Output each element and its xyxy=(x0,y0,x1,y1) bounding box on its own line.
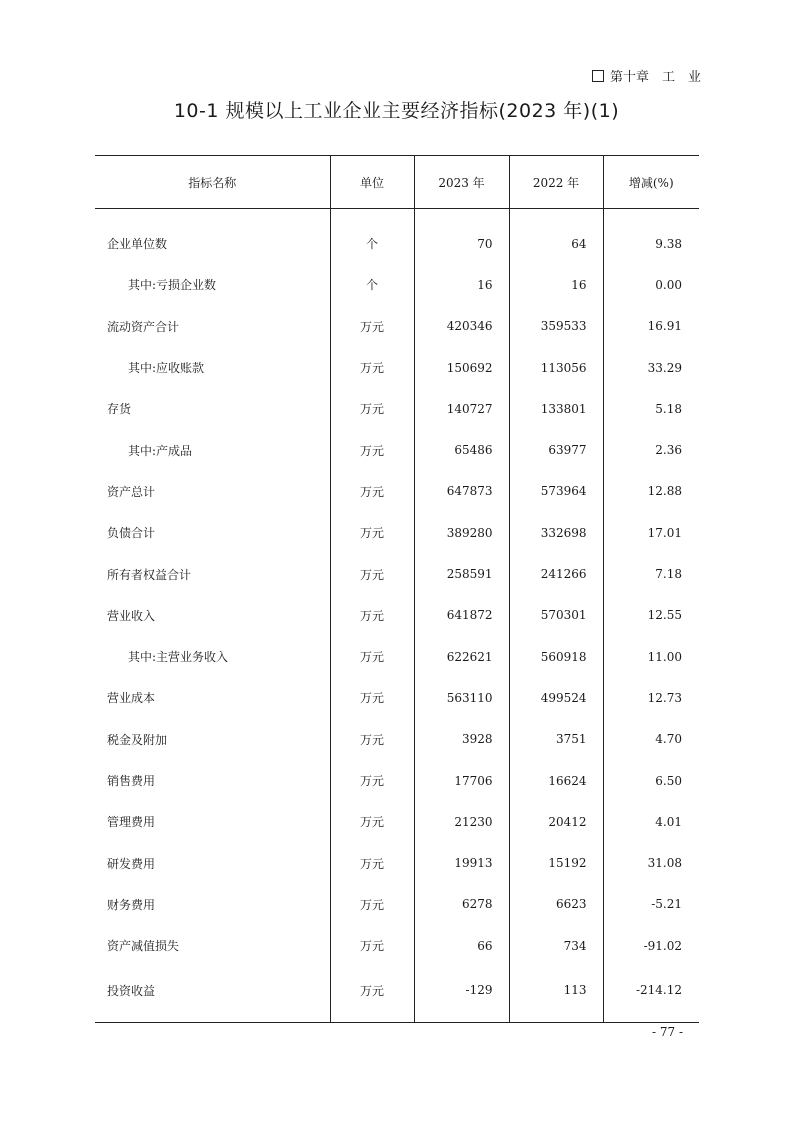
value-2023-cell: 19913 xyxy=(414,842,509,883)
value-2022-cell: 573964 xyxy=(509,471,603,512)
change-percent-cell: 12.88 xyxy=(603,471,699,512)
unit-cell: 万元 xyxy=(330,925,414,966)
unit-cell: 万元 xyxy=(330,429,414,470)
table-row xyxy=(95,347,699,388)
unit-cell: 万元 xyxy=(330,842,414,883)
value-2023-cell: 420346 xyxy=(414,306,509,347)
indicator-name-cell: 存货 xyxy=(107,402,132,417)
value-2023-cell: 6278 xyxy=(414,884,509,925)
indicator-name-cell: 所有者权益合计 xyxy=(107,567,192,582)
unit-cell: 万元 xyxy=(330,306,414,347)
value-2022-cell: 734 xyxy=(509,925,603,966)
change-percent-cell: 16.91 xyxy=(603,306,699,347)
unit-cell: 万元 xyxy=(330,595,414,636)
unit-cell: 个 xyxy=(330,209,414,265)
unit-cell: 万元 xyxy=(330,884,414,925)
indicator-table xyxy=(95,155,699,1023)
indicator-name-cell: 其中:应收账款 xyxy=(128,361,205,376)
value-2023-cell: -129 xyxy=(414,966,509,1023)
change-percent-cell: 12.55 xyxy=(603,595,699,636)
unit-cell: 万元 xyxy=(330,512,414,553)
change-percent-cell: -91.02 xyxy=(603,925,699,966)
value-2022-cell: 570301 xyxy=(509,595,603,636)
value-2023-cell: 258591 xyxy=(414,553,509,594)
indicator-name-cell: 负债合计 xyxy=(107,526,156,541)
unit-cell: 万元 xyxy=(330,388,414,429)
square-bullet-icon xyxy=(592,70,604,82)
value-2022-cell: 133801 xyxy=(509,388,603,429)
table-row xyxy=(95,429,699,470)
value-2022-cell: 560918 xyxy=(509,636,603,677)
indicator-name-cell: 流动资产合计 xyxy=(107,319,180,334)
value-2022-cell: 113056 xyxy=(509,347,603,388)
unit-cell: 万元 xyxy=(330,553,414,594)
table-row xyxy=(95,677,699,718)
change-percent-cell: 2.36 xyxy=(603,429,699,470)
table-row xyxy=(95,306,699,347)
value-2022-cell: 113 xyxy=(509,966,603,1023)
indicator-name-cell: 其中:主营业务收入 xyxy=(128,650,229,665)
indicator-name-cell: 投资收益 xyxy=(95,966,330,1023)
table-row xyxy=(95,209,699,265)
indicator-name-cell: 其中:亏损企业数 xyxy=(128,278,217,293)
change-percent-cell: 4.01 xyxy=(603,801,699,842)
unit-cell: 万元 xyxy=(330,471,414,512)
unit-cell: 万元 xyxy=(330,636,414,677)
value-2022-cell: 6623 xyxy=(509,884,603,925)
table-row xyxy=(95,842,699,883)
indicator-name-cell: 税金及附加 xyxy=(107,732,168,747)
value-2023-cell: 70 xyxy=(414,209,509,265)
change-percent-cell: 0.00 xyxy=(603,264,699,305)
value-2023-cell: 17706 xyxy=(414,760,509,801)
change-percent-cell: -214.12 xyxy=(603,966,699,1023)
change-percent-cell: 5.18 xyxy=(603,388,699,429)
page-number: - 77 - xyxy=(651,1025,683,1039)
value-2022-cell: 63977 xyxy=(509,429,603,470)
value-2022-cell: 499524 xyxy=(509,677,603,718)
change-percent-cell: 7.18 xyxy=(603,553,699,594)
chapter-label: 第十章 工 业 xyxy=(609,70,701,85)
indicator-name-cell: 营业收入 xyxy=(107,608,156,623)
column-header-unit: 单位 xyxy=(330,156,414,209)
value-2022-cell: 241266 xyxy=(509,553,603,594)
unit-cell: 万元 xyxy=(330,347,414,388)
value-2022-cell: 20412 xyxy=(509,801,603,842)
change-percent-cell: 17.01 xyxy=(603,512,699,553)
value-2023-cell: 389280 xyxy=(414,512,509,553)
value-2022-cell: 16624 xyxy=(509,760,603,801)
change-percent-cell: 9.38 xyxy=(603,209,699,265)
table-row xyxy=(95,471,699,512)
unit-cell: 万元 xyxy=(330,966,414,1023)
column-header-name: 指标名称 xyxy=(95,156,330,209)
table-row xyxy=(95,760,699,801)
change-percent-cell: -5.21 xyxy=(603,884,699,925)
value-2023-cell: 21230 xyxy=(414,801,509,842)
value-2023-cell: 140727 xyxy=(414,388,509,429)
unit-cell: 万元 xyxy=(330,801,414,842)
value-2022-cell: 16 xyxy=(509,264,603,305)
table-row xyxy=(95,884,699,925)
indicator-name-cell: 研发费用 xyxy=(107,856,156,871)
column-header-change: 增减(%) xyxy=(603,156,699,209)
unit-cell: 个 xyxy=(330,264,414,305)
change-percent-cell: 11.00 xyxy=(603,636,699,677)
change-percent-cell: 33.29 xyxy=(603,347,699,388)
value-2023-cell: 3928 xyxy=(414,719,509,760)
value-2023-cell: 150692 xyxy=(414,347,509,388)
indicator-name-cell: 营业成本 xyxy=(107,691,156,706)
unit-cell: 万元 xyxy=(330,760,414,801)
value-2023-cell: 563110 xyxy=(414,677,509,718)
table-row xyxy=(95,553,699,594)
chapter-header xyxy=(592,66,701,85)
unit-cell: 万元 xyxy=(330,677,414,718)
indicator-name-cell: 企业单位数 xyxy=(107,237,168,252)
change-percent-cell: 12.73 xyxy=(603,677,699,718)
change-percent-cell: 31.08 xyxy=(603,842,699,883)
value-2022-cell: 3751 xyxy=(509,719,603,760)
value-2022-cell: 332698 xyxy=(509,512,603,553)
page-title: 10-1 规模以上工业企业主要经济指标(2023 年)(1) xyxy=(173,100,620,122)
indicator-name-cell: 销售费用 xyxy=(107,774,156,788)
table-header-row xyxy=(95,156,699,209)
value-2023-cell: 65486 xyxy=(414,429,509,470)
table-row xyxy=(95,595,699,636)
table-row xyxy=(95,719,699,760)
unit-cell: 万元 xyxy=(330,719,414,760)
table-row xyxy=(95,512,699,553)
table-body xyxy=(95,209,699,1023)
value-2023-cell: 66 xyxy=(414,925,509,966)
table-row xyxy=(95,966,699,1023)
change-percent-cell: 4.70 xyxy=(603,719,699,760)
change-percent-cell: 6.50 xyxy=(603,760,699,801)
value-2023-cell: 647873 xyxy=(414,471,509,512)
value-2022-cell: 359533 xyxy=(509,306,603,347)
value-2022-cell: 64 xyxy=(509,209,603,265)
value-2023-cell: 641872 xyxy=(414,595,509,636)
table-row xyxy=(95,636,699,677)
table-row xyxy=(95,801,699,842)
value-2023-cell: 16 xyxy=(414,264,509,305)
value-2023-cell: 622621 xyxy=(414,636,509,677)
indicator-name-cell: 财务费用 xyxy=(107,897,156,912)
indicator-name-cell: 资产减值损失 xyxy=(107,939,180,954)
column-header-2023: 2023 年 xyxy=(414,156,509,209)
value-2022-cell: 15192 xyxy=(509,842,603,883)
table-row xyxy=(95,388,699,429)
table-row xyxy=(95,264,699,305)
indicator-name-cell: 资产总计 xyxy=(107,484,156,499)
table-row xyxy=(95,925,699,966)
indicator-name-cell: 管理费用 xyxy=(107,815,156,830)
indicator-name-cell: 其中:产成品 xyxy=(128,443,193,458)
column-header-2022: 2022 年 xyxy=(509,156,603,209)
